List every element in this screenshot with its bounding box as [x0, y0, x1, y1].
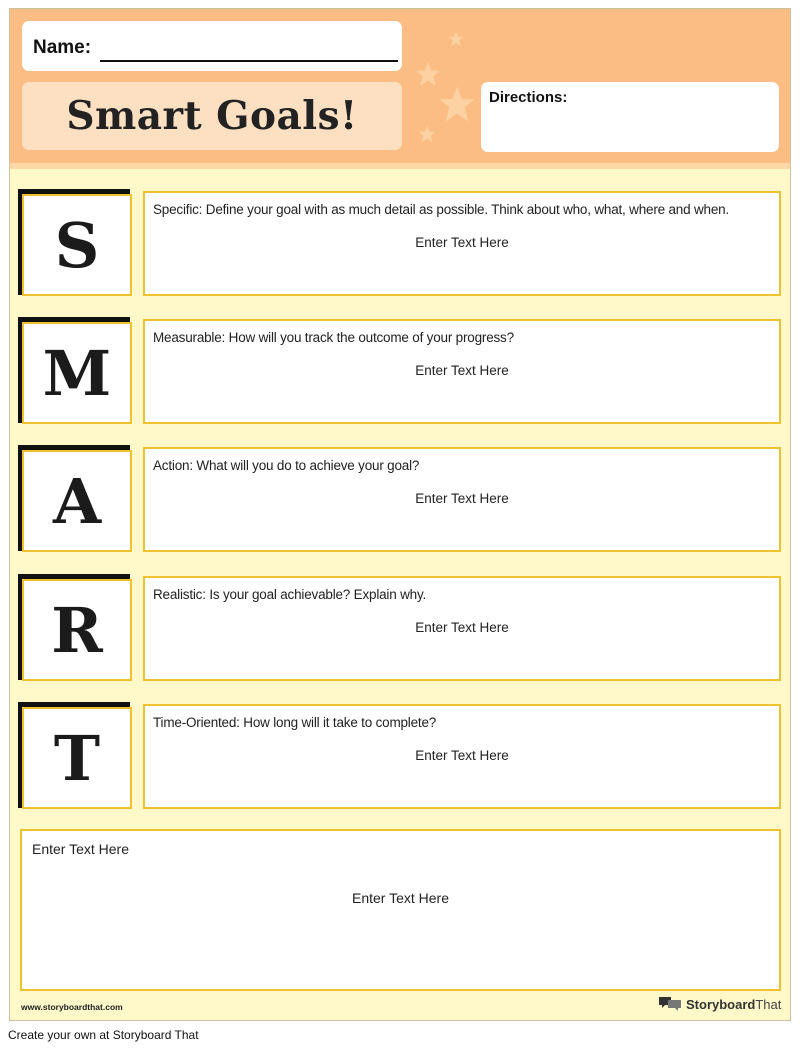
bottom-text-box[interactable]	[20, 829, 781, 991]
directions-box[interactable]	[481, 82, 779, 152]
specific-placeholder: Enter Text Here	[415, 235, 509, 250]
footer-url[interactable]: www.storyboardthat.com	[21, 1002, 123, 1012]
realistic-prompt: Realistic: Is your goal achievable? Explain why.	[153, 587, 427, 602]
action-prompt: Action: What will you do to achieve your goal?	[153, 458, 420, 473]
action-text-box[interactable]	[143, 447, 781, 552]
letter-r: R	[22, 579, 132, 681]
page-title: Smart Goals!	[66, 93, 358, 139]
smart-row-specific	[10, 189, 790, 301]
letter-t: T	[22, 707, 132, 809]
smart-row-action	[10, 445, 790, 557]
star-icon	[415, 61, 441, 87]
specific-text-box[interactable]	[143, 191, 781, 296]
star-icon	[418, 125, 436, 143]
storyboardthat-logo[interactable]	[658, 993, 781, 1015]
time-oriented-text-box[interactable]	[143, 704, 781, 809]
logo-text: StoryboardThat	[686, 996, 782, 1012]
time-oriented-prompt: Time-Oriented: How long will it take to complete?	[153, 715, 437, 730]
directions-label: Directions:	[489, 89, 568, 106]
time-oriented-placeholder: Enter Text Here	[415, 748, 509, 763]
letter-m: M	[22, 322, 132, 424]
star-icon	[438, 85, 476, 123]
specific-prompt: Specific: Define your goal with as much detail as possible. Think about who, what, where and when.	[153, 202, 729, 217]
name-box[interactable]	[22, 21, 402, 71]
bottom-box-label: Enter Text Here	[32, 841, 130, 857]
measurable-placeholder: Enter Text Here	[415, 363, 509, 378]
letter-a: A	[22, 450, 132, 552]
title-box	[22, 82, 402, 150]
measurable-prompt: Measurable: How will you track the outcome of your progress?	[153, 330, 514, 345]
smart-row-measurable	[10, 317, 790, 429]
action-placeholder: Enter Text Here	[415, 491, 509, 506]
header-stripe	[10, 163, 790, 169]
bottom-box-placeholder: Enter Text Here	[351, 890, 449, 906]
create-caption[interactable]: Create your own at Storyboard That	[8, 1028, 199, 1042]
realistic-placeholder: Enter Text Here	[415, 620, 509, 635]
letter-s: S	[22, 194, 132, 296]
smart-row-realistic	[10, 574, 790, 686]
worksheet	[9, 8, 791, 1021]
name-label: Name:	[33, 37, 92, 58]
realistic-text-box[interactable]	[143, 576, 781, 681]
star-icon	[448, 31, 464, 47]
smart-row-time-oriented	[10, 702, 790, 814]
measurable-text-box[interactable]	[143, 319, 781, 424]
header-banner	[10, 9, 790, 163]
speech-bubbles-icon	[658, 995, 682, 1013]
name-line	[100, 60, 398, 62]
